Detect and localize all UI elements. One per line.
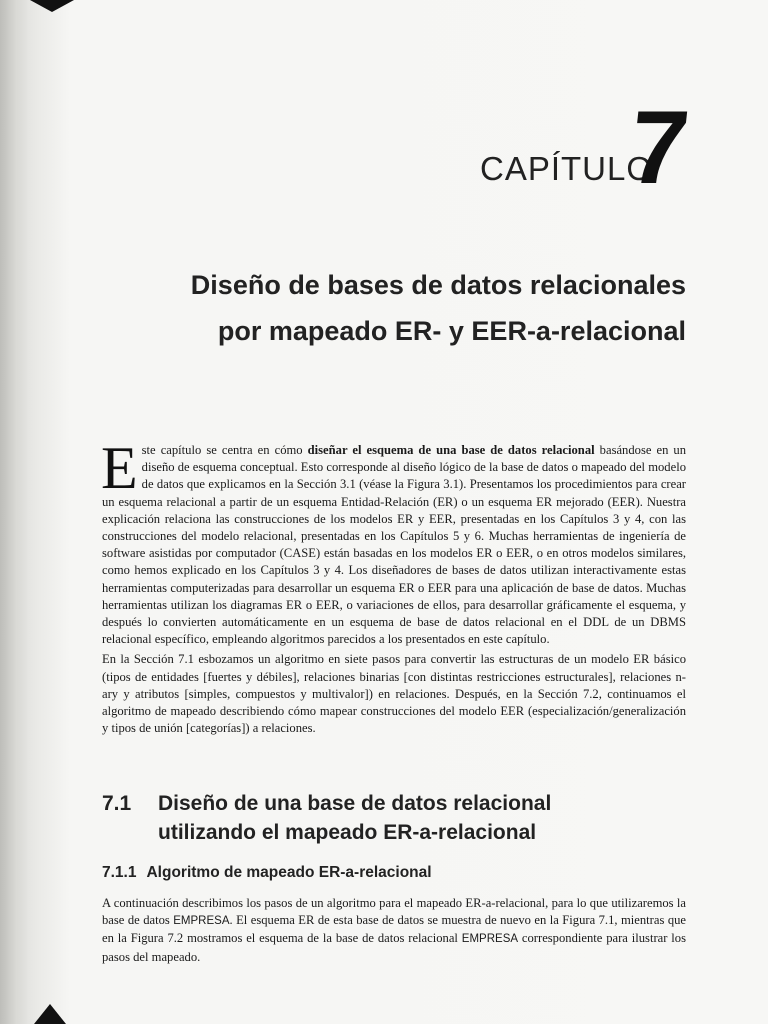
drop-cap: E [101, 435, 138, 501]
subsection-heading [102, 864, 432, 882]
page-corner-mark-top [30, 0, 74, 12]
page-corner-mark-bottom [34, 1004, 66, 1024]
intro-paragraph-2: En la Sección 7.1 esbozamos un algoritmo en siete pasos para convertir las estructuras de un modelo ER básico (tipos de entidades [fuertes y débiles], relaciones binarias [con distintas restricciones estructurales], relaciones n-ary y atributos [simples, compuestos y multivalor]) en relaciones. Después, en la Sección 7.2, continuamos el algoritmo de mapeado describiendo cómo mapear construcciones del modelo EER (especialización/generalización y tipos de unión [categorías]) a relaciones. [102, 652, 686, 736]
section-title-line-2: utilizando el mapeado ER-a-relacional [158, 821, 537, 844]
chapter-label: CAPÍTULO [480, 150, 654, 187]
chapter-title [191, 262, 686, 354]
chapter-title-line-1: Diseño de bases de datos relacionales [190, 270, 686, 300]
chapter-number: 7 [623, 90, 694, 206]
db-name-1: EMPRESA [173, 915, 230, 928]
intro-p1-rest: basándose en un diseño de esquema conceptual. Esto corresponde al diseño lógico de la base de datos o mapeado del modelo de datos que explicamos en la Sección 3.1 (véase la Figura 3.1). Presentamos los procedimientos para crear un esquema relacional a partir de un esquema Entidad-Relación (ER) o un esquema ER mejorado (EER). Nuestra explicación relaciona las construcciones de los modelos ER y EER, presentadas en los Capítulos 3 y 4, con las construcciones del modelo relacional, presentadas en los Capítulos 5 y 6. Muchas herramientas de ingeniería de software asistidas por computador (CASE) están basadas en los modelos ER o EER, o en otros modelos similares, como hemos explicado en los Capítulos 3 y 4. Los diseñadores de bases de datos utilizan interactivamente estas herramientas computerizadas para desarrollar un esquema ER o EER para una aplicación de base de datos. Muchas herramientas utilizan los diagramas ER o EER, o variaciones de ellos, para desarrollar gráficamente el esquema, y después lo convierten automáticamente en un esquema de base de datos relacional en el DDL de un DBMS relacional específico, empleando algoritmos parecidos a los presentados en este capítulo. [102, 443, 687, 647]
section-title-line-1: Diseño de una base de datos relacional [158, 792, 552, 815]
chapter-title-line-2: por mapeado ER- y EER-a-relacional [217, 316, 686, 346]
body-text [102, 895, 686, 966]
subsection-number: 7.1.1 [102, 864, 137, 881]
intro-p1-start: ste capítulo se centra en cómo [141, 443, 308, 457]
section-number: 7.1 [102, 792, 132, 815]
section-title [158, 789, 551, 847]
intro-text [101, 435, 687, 737]
body-p-end: correspondiente para ilustrar los pasos del mapeado. [102, 931, 686, 964]
subsection-title: Algoritmo de mapeado ER-a-relacional [146, 864, 432, 881]
page-binding-shadow [0, 0, 28, 1024]
body-p-start: A continuación describimos los pasos de un algoritmo para el mapeado ER-a-relacional, para lo que utilizaremos la base de datos [102, 896, 686, 928]
db-name-2: EMPRESA [461, 933, 519, 946]
body-paragraph [102, 895, 686, 966]
intro-paragraph-1 [101, 435, 687, 648]
body-p-middle: . El esquema ER de esta base de datos se muestra de nuevo en la Figura 7.1, mientras que en la Figura 7.2 mostramos el esquema de la base de datos relacional [102, 913, 686, 946]
intro-p1-bold: diseñar el esquema de una base de datos relacional [307, 443, 595, 457]
